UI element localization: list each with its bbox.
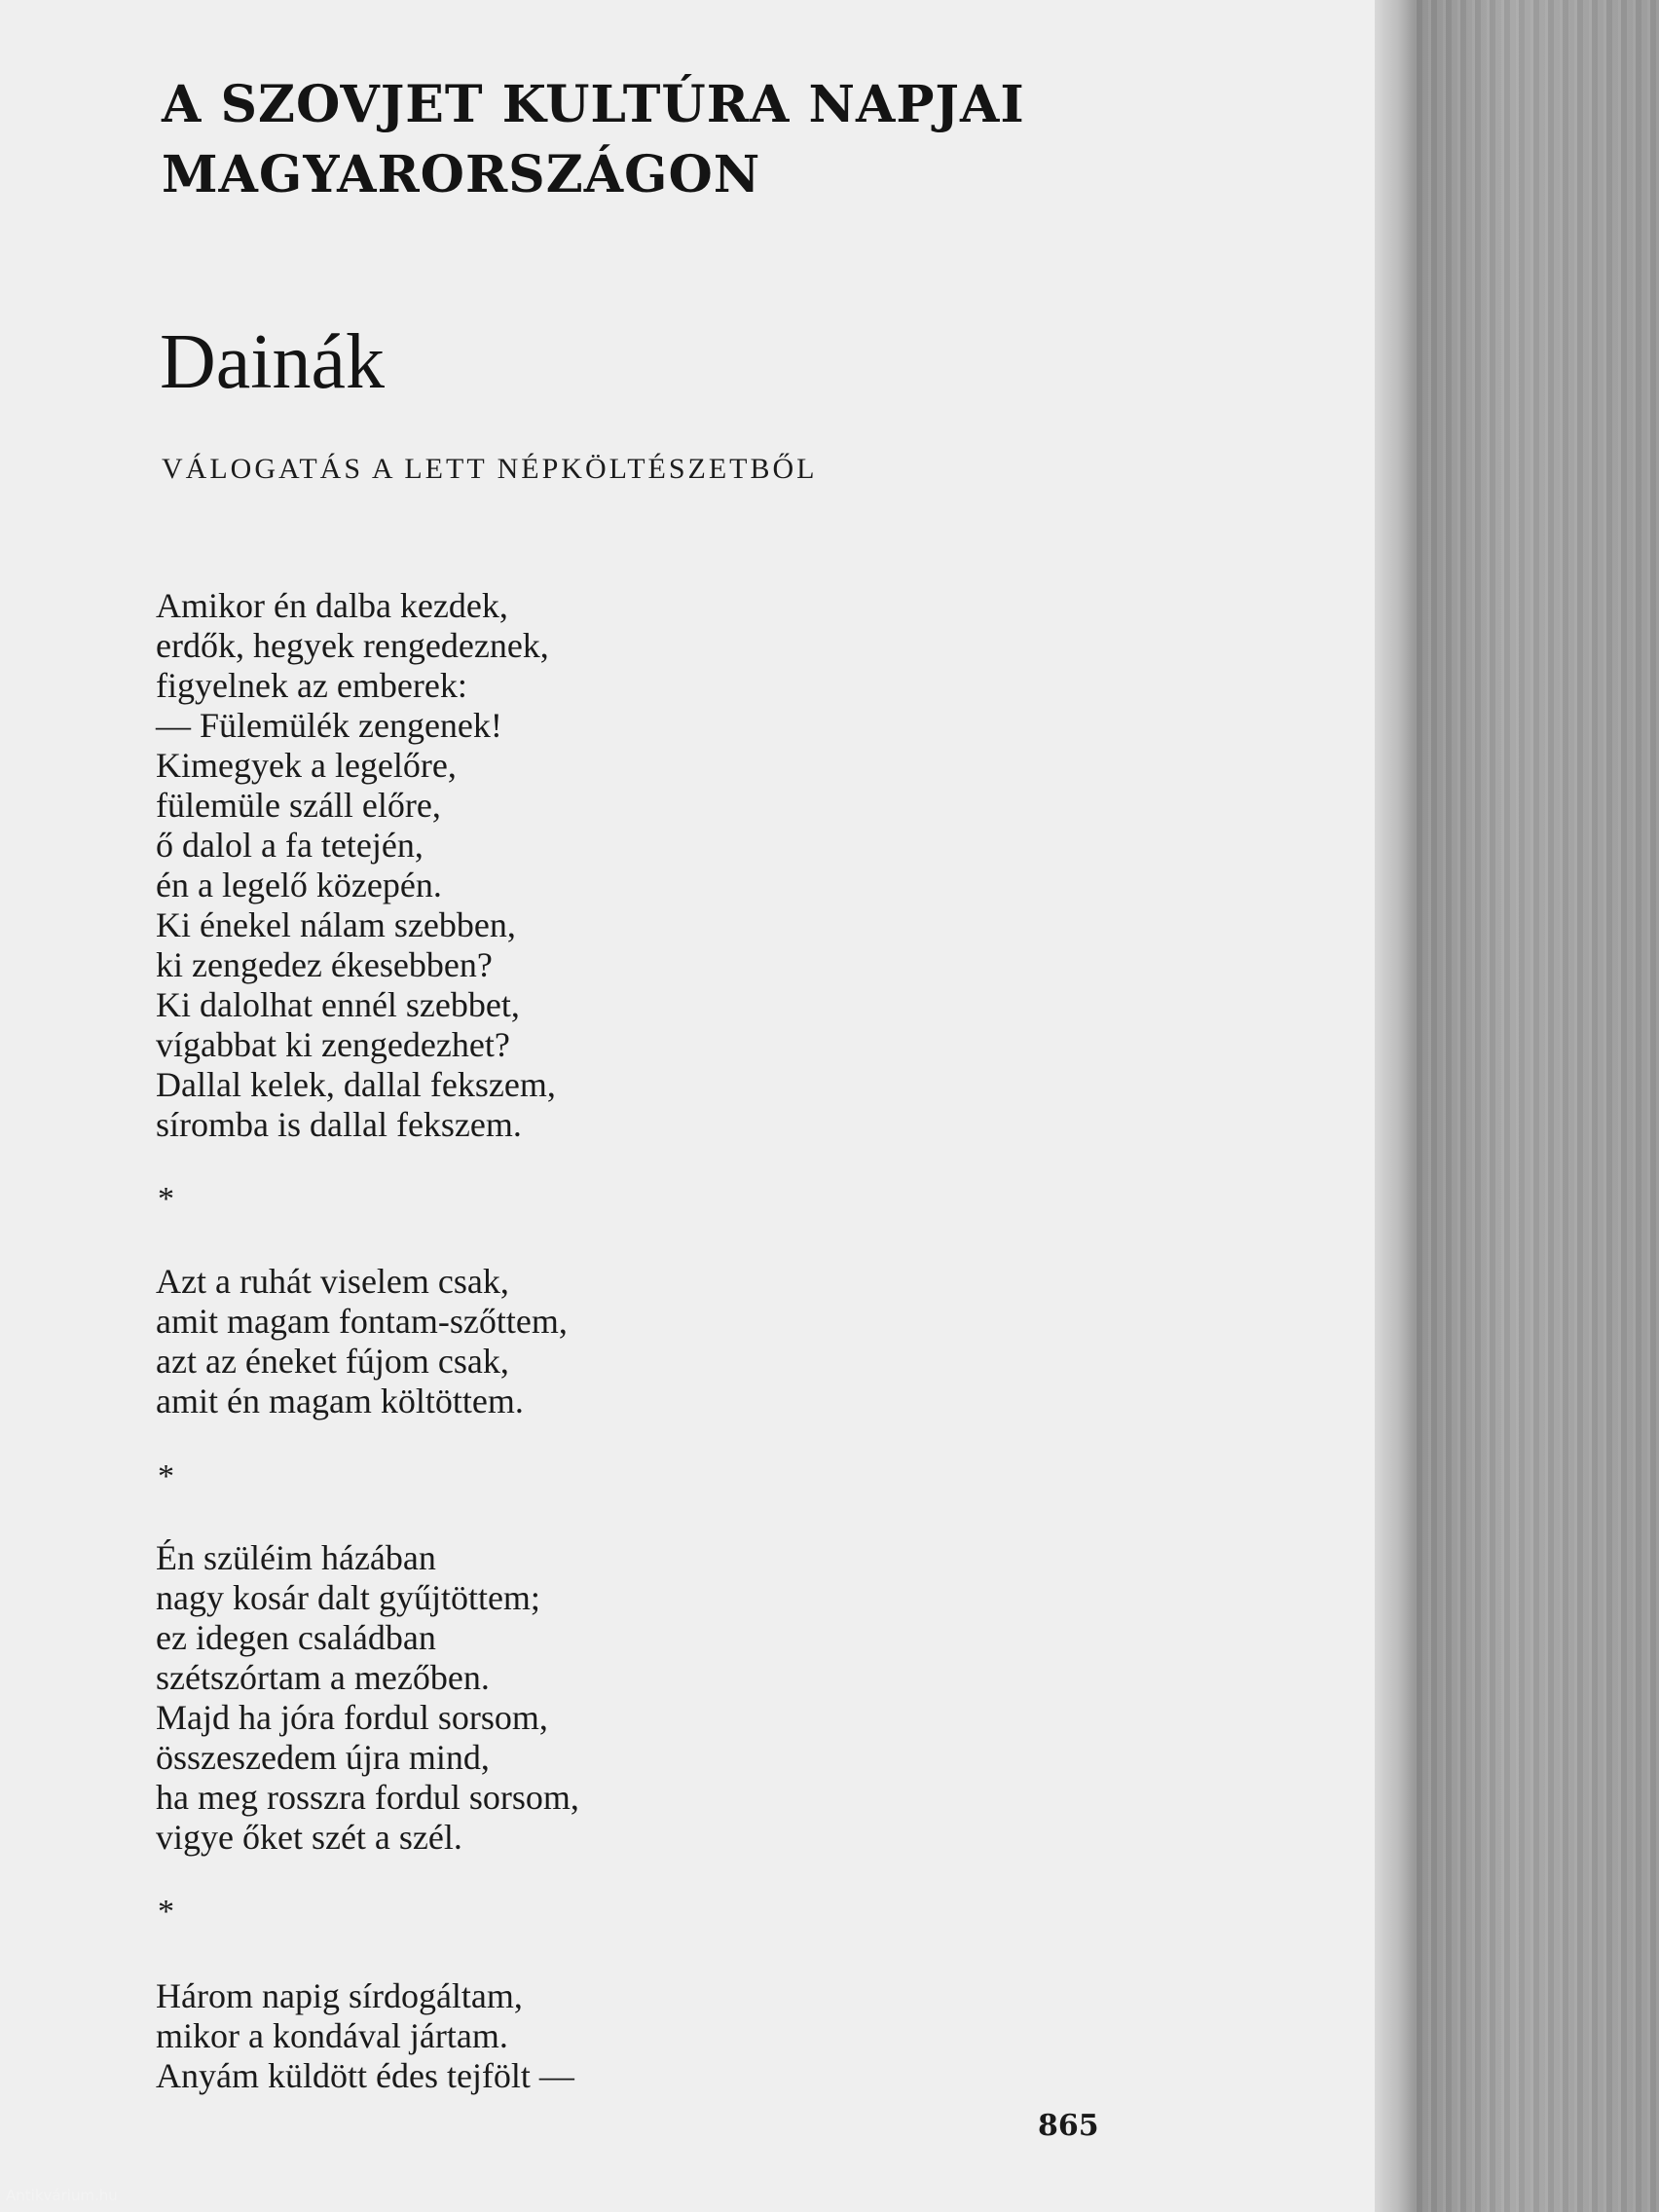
verse-line: Anyám küldött édes tejfölt —: [156, 2056, 574, 2095]
verse-line: erdők, hegyek rengedeznek,: [156, 626, 549, 665]
verse-line: azt az éneket fújom csak,: [156, 1342, 509, 1381]
verse-line: vígabbat ki zengedezhet?: [156, 1025, 510, 1064]
verse-line: ő dalol a fa tetején,: [156, 826, 424, 865]
stanza-2: [156, 1262, 568, 1421]
stanza-3: [156, 1538, 579, 1858]
verse-line: ki zengedez ékesebben?: [156, 945, 493, 984]
verse-line: én a legelő közepén.: [156, 866, 442, 904]
verse-line: Ki énekel nálam szebben,: [156, 905, 516, 944]
verse-line: szétszórtam a mezőben.: [156, 1658, 490, 1697]
verse-line: figyelnek az emberek:: [156, 666, 467, 705]
watermark: Antikvárium.hu: [6, 2187, 118, 2204]
verse-line: ha meg rosszra fordul sorsom,: [156, 1778, 579, 1817]
poem-title: Dainák: [160, 319, 386, 405]
verse-line: mikor a kondával jártam.: [156, 2016, 508, 2055]
verse-line: Amikor én dalba kezdek,: [156, 586, 508, 625]
page-edge: [1375, 0, 1414, 2212]
section-header-line: A SZOVJET KULTÚRA NAPJAI: [162, 75, 1025, 134]
verse-line: Dallal kelek, dallal fekszem,: [156, 1065, 556, 1104]
stanza-1: [156, 586, 556, 1145]
verse-line: amit magam fontam-szőttem,: [156, 1302, 568, 1341]
wood-background: [1414, 0, 1659, 2212]
verse-line: Majd ha jóra fordul sorsom,: [156, 1698, 548, 1737]
verse-line: Kimegyek a legelőre,: [156, 746, 457, 785]
poem-subtitle: VÁLOGATÁS A LETT NÉPKÖLTÉSZETBŐL: [162, 453, 818, 485]
stanza-4: [156, 1976, 574, 2096]
stanza-separator: *: [158, 1894, 174, 1930]
verse-line: vigye őket szét a szél.: [156, 1818, 462, 1857]
verse-line: amit én magam költöttem.: [156, 1382, 524, 1420]
verse-line: — Fülemülék zengenek!: [156, 706, 502, 745]
verse-line: Én szüléim házában: [156, 1538, 436, 1577]
stanza-separator: *: [158, 1181, 174, 1217]
verse-line: nagy kosár dalt gyűjtöttem;: [156, 1578, 540, 1617]
verse-line: összeszedem újra mind,: [156, 1738, 490, 1777]
stanza-separator: *: [158, 1458, 174, 1494]
page-number: 865: [1038, 2109, 1099, 2143]
verse-line: ez idegen családban: [156, 1618, 436, 1657]
verse-line: síromba is dallal fekszem.: [156, 1105, 522, 1144]
verse-line: Három napig sírdogáltam,: [156, 1976, 523, 2015]
section-header: [162, 70, 1025, 210]
verse-line: Azt a ruhát viselem csak,: [156, 1262, 509, 1301]
section-header-line: MAGYARORSZÁGON: [162, 145, 761, 204]
verse-line: fülemüle száll előre,: [156, 786, 441, 825]
verse-line: Ki dalolhat ennél szebbet,: [156, 985, 520, 1024]
